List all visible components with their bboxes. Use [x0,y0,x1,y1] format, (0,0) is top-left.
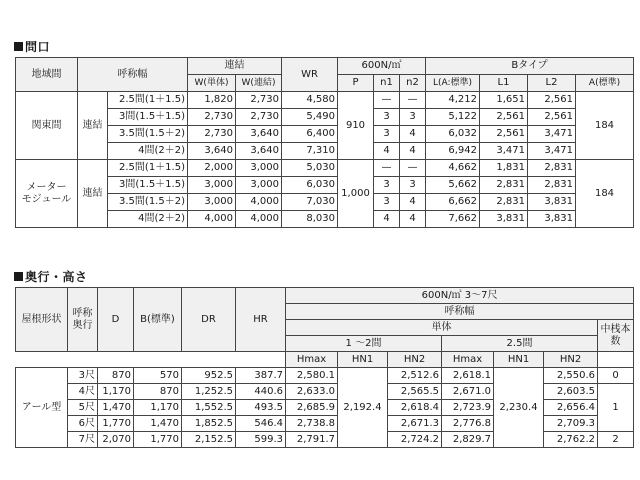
n2-cell: 4 [400,211,426,228]
header-w-single: W(単体) [188,75,236,92]
header-roof-shape: 屋根形状 [16,288,68,352]
l-cell: 6,662 [426,194,480,211]
w-single-cell: 4,000 [188,211,236,228]
section-title-opening: 問口 [14,38,50,55]
w-single-cell: 3,000 [188,194,236,211]
nominal-cell: 3間(1.5＋1.5) [108,177,188,194]
n2-cell: 3 [400,109,426,126]
hmax2-cell: 2,829.7 [442,432,494,448]
l1-cell: 1,651 [480,92,528,109]
l-cell: 5,662 [426,177,480,194]
table-row [16,160,634,177]
l2-cell: 2,561 [528,92,576,109]
p-cell: 1,000 [338,160,374,228]
hn2-1-cell: 2,565.5 [388,384,442,400]
l1-cell: 3,471 [480,143,528,160]
hn2-1-cell: 2,724.2 [388,432,442,448]
hn1-cell-a: 2,192.4 [338,368,388,448]
hn2-2-cell: 2,709.3 [544,416,598,432]
depth-cell: 3尺 [68,368,98,384]
b-cell: 1,470 [134,416,182,432]
w-connect-cell: 2,730 [236,109,282,126]
hmax2-cell: 2,618.1 [442,368,494,384]
nominal-cell: 2.5間(1＋1.5) [108,160,188,177]
header-p: P [338,75,374,92]
header-single: 単体 [286,320,598,336]
hr-cell: 387.7 [236,368,286,384]
connect-cell: 連結 [78,92,108,160]
header-b-std: B(標準) [134,288,182,352]
header-l2: L2 [528,75,576,92]
a-cell: 184 [576,160,634,228]
hn2-1-cell: 2,512.6 [388,368,442,384]
l-cell: 4,212 [426,92,480,109]
table-row [16,109,634,126]
dr-cell: 952.5 [182,368,236,384]
hn2-2-cell: 2,550.6 [544,368,598,384]
post-cell: 1 [598,384,634,432]
w-single-cell: 2,730 [188,109,236,126]
post-cell: 2 [598,432,634,448]
l-cell: 5,122 [426,109,480,126]
wr-cell: 6,400 [282,126,338,143]
hr-cell: 493.5 [236,400,286,416]
header-wr: WR [282,58,338,92]
n2-cell: 4 [400,143,426,160]
l1-cell: 1,831 [480,160,528,177]
wr-cell: 6,030 [282,177,338,194]
nominal-cell: 3間(1.5＋1.5) [108,109,188,126]
table-row [16,194,634,211]
wr-cell: 7,030 [282,194,338,211]
black-square-icon [14,272,23,281]
b-cell: 1,770 [134,432,182,448]
header-hn1-2: HN1 [494,352,544,368]
depth-cell: 6尺 [68,416,98,432]
l-cell: 4,662 [426,160,480,177]
n1-cell: 3 [374,126,400,143]
header-connect: 連結 [188,58,282,75]
header-span-2-5: 2.5間 [442,336,598,352]
w-single-cell: 2,000 [188,160,236,177]
l1-cell: 2,561 [480,109,528,126]
hr-cell: 440.6 [236,384,286,400]
header-load: 600N/㎡ [338,58,426,75]
nominal-cell: 4間(2＋2) [108,143,188,160]
header-span-1-2: 1 〜2間 [286,336,442,352]
header-w-connect: W(連結) [236,75,282,92]
n1-cell: 3 [374,194,400,211]
n2-cell: — [400,160,426,177]
header-d: D [98,288,134,352]
p-cell: 910 [338,92,374,160]
n1-cell: 3 [374,109,400,126]
l1-cell: 3,831 [480,211,528,228]
hmax1-cell: 2,685.9 [286,400,338,416]
depth-cell: 7尺 [68,432,98,448]
n1-cell: — [374,92,400,109]
nominal-cell: 4間(2＋2) [108,211,188,228]
hmax2-cell: 2,723.9 [442,400,494,416]
dr-cell: 1,552.5 [182,400,236,416]
region-cell: メーター モジュール [16,160,78,228]
n2-cell: 4 [400,194,426,211]
l1-cell: 2,561 [480,126,528,143]
d-cell: 1,770 [98,416,134,432]
header-load: 600N/㎡ 3〜7尺 [286,288,634,304]
dr-cell: 1,852.5 [182,416,236,432]
black-square-icon [14,42,23,51]
table-row [16,92,634,109]
header-hr: HR [236,288,286,352]
hn2-2-cell: 2,762.2 [544,432,598,448]
l-cell: 6,032 [426,126,480,143]
depth-cell: 5尺 [68,400,98,416]
hn1-cell-b: 2,230.4 [494,368,544,448]
d-cell: 870 [98,368,134,384]
header-nominal-width: 呼称幅 [286,304,634,320]
n2-cell: — [400,92,426,109]
hn2-2-cell: 2,656.4 [544,400,598,416]
d-cell: 2,070 [98,432,134,448]
wr-cell: 7,310 [282,143,338,160]
l2-cell: 2,561 [528,109,576,126]
hr-cell: 599.3 [236,432,286,448]
table-row [16,368,634,384]
l2-cell: 2,831 [528,177,576,194]
header-l1: L1 [480,75,528,92]
header-nominal-width: 呼称幅 [78,58,188,92]
hmax1-cell: 2,738.8 [286,416,338,432]
wr-cell: 8,030 [282,211,338,228]
n1-cell: — [374,160,400,177]
l2-cell: 2,831 [528,160,576,177]
l1-cell: 2,831 [480,194,528,211]
header-middle-post: 中桟本数 [598,320,634,352]
header-n1: n1 [374,75,400,92]
header-region: 地域間 [16,58,78,92]
d-cell: 1,470 [98,400,134,416]
depth-height-table [15,287,634,448]
n2-cell: 4 [400,126,426,143]
roof-type-cell: アール型 [16,368,68,448]
hn2-2-cell: 2,603.5 [544,384,598,400]
table-row [16,211,634,228]
header-a-std: A(標準) [576,75,634,92]
hr-cell: 546.4 [236,416,286,432]
hmax2-cell: 2,776.8 [442,416,494,432]
b-cell: 870 [134,384,182,400]
w-connect-cell: 2,730 [236,92,282,109]
n2-cell: 3 [400,177,426,194]
hmax1-cell: 2,633.0 [286,384,338,400]
header-depth-name: 呼称奥行 [68,288,98,352]
hmax1-cell: 2,791.7 [286,432,338,448]
l2-cell: 3,471 [528,143,576,160]
w-single-cell: 1,820 [188,92,236,109]
header-hmax-1: Hmax [286,352,338,368]
depth-cell: 4尺 [68,384,98,400]
hmax1-cell: 2,580.1 [286,368,338,384]
dr-cell: 1,252.5 [182,384,236,400]
w-connect-cell: 3,000 [236,177,282,194]
w-single-cell: 3,000 [188,177,236,194]
header-dr: DR [182,288,236,352]
w-connect-cell: 4,000 [236,194,282,211]
nominal-cell: 3.5間(1.5＋2) [108,194,188,211]
header-btype: Bタイプ [426,58,634,75]
nominal-cell: 2.5間(1＋1.5) [108,92,188,109]
table-row [16,126,634,143]
w-connect-cell: 3,640 [236,126,282,143]
w-connect-cell: 3,000 [236,160,282,177]
hmax2-cell: 2,671.0 [442,384,494,400]
n1-cell: 4 [374,143,400,160]
b-cell: 1,170 [134,400,182,416]
nominal-cell: 3.5間(1.5＋2) [108,126,188,143]
l2-cell: 3,471 [528,126,576,143]
header-l-std: L(A:標準) [426,75,480,92]
header-hn2-1: HN2 [388,352,442,368]
post-cell: 0 [598,368,634,384]
hn2-1-cell: 2,618.4 [388,400,442,416]
l1-cell: 2,831 [480,177,528,194]
section-title-depth-height: 奥行・高さ [14,268,88,285]
hn2-1-cell: 2,671.3 [388,416,442,432]
header-hmax-2: Hmax [442,352,494,368]
dr-cell: 2,152.5 [182,432,236,448]
d-cell: 1,170 [98,384,134,400]
a-cell: 184 [576,92,634,160]
wr-cell: 4,580 [282,92,338,109]
w-connect-cell: 3,640 [236,143,282,160]
l2-cell: 3,831 [528,211,576,228]
l-cell: 7,662 [426,211,480,228]
n1-cell: 3 [374,177,400,194]
w-single-cell: 3,640 [188,143,236,160]
l2-cell: 3,831 [528,194,576,211]
w-single-cell: 2,730 [188,126,236,143]
w-connect-cell: 4,000 [236,211,282,228]
header-hn2-2: HN2 [544,352,598,368]
header-n2: n2 [400,75,426,92]
l-cell: 6,942 [426,143,480,160]
table-row [16,177,634,194]
table-row [16,143,634,160]
wr-cell: 5,030 [282,160,338,177]
n1-cell: 4 [374,211,400,228]
region-cell: 関東間 [16,92,78,160]
header-hn1-1: HN1 [338,352,388,368]
connect-cell: 連結 [78,160,108,228]
wr-cell: 5,490 [282,109,338,126]
opening-table [15,57,634,228]
b-cell: 570 [134,368,182,384]
